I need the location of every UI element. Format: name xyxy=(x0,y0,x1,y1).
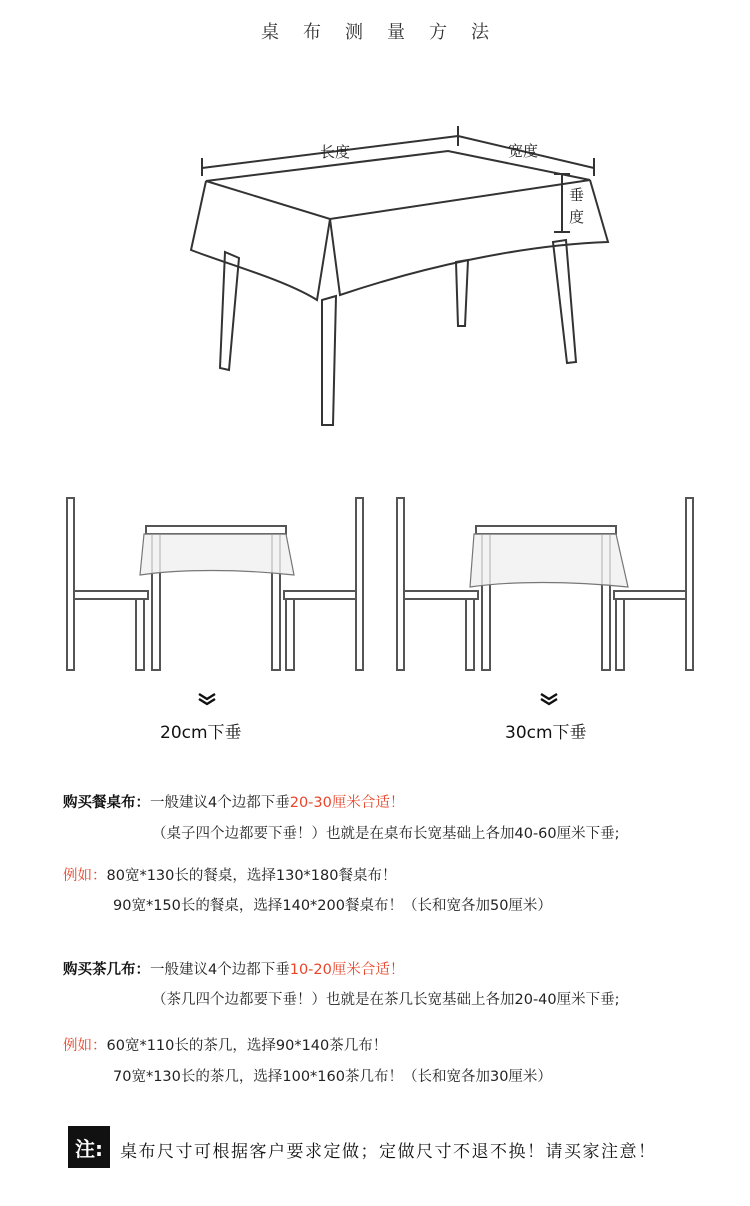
dining-line1 xyxy=(63,791,404,812)
dining-line1-normal: 一般建议4个边都下垂 xyxy=(150,795,290,811)
coffee-example1-row xyxy=(63,1034,387,1055)
dining-example1: 80宽*130长的餐桌，选择130*180餐桌布！ xyxy=(106,868,397,884)
coffee-example2: 70宽*130长的茶几，选择100*160茶几布！（长和宽各加30厘米） xyxy=(113,1069,552,1085)
drop-label-top: 垂 xyxy=(569,186,585,204)
coffee-line1-red: 10-20厘米合适！ xyxy=(289,962,405,978)
dining-line2: （桌子四个边都要下垂！）也就是在桌布长宽基础上各加40-60厘米下垂; xyxy=(152,826,620,842)
coffee-line2: （茶几四个边都要下垂！）也就是在茶几长宽基础上各加20-40厘米下垂; xyxy=(152,992,620,1008)
coffee-example-label: 例如： xyxy=(63,1038,107,1054)
chevron-down-icon xyxy=(539,692,559,706)
drop-20cm-label: 20cm下垂 xyxy=(160,723,242,743)
coffee-example1: 60宽*110长的茶几，选择90*140茶几布！ xyxy=(106,1038,388,1054)
length-label: 长度 xyxy=(320,143,351,161)
coffee-heading: 购买茶几布： xyxy=(63,962,150,978)
note-label: 注: xyxy=(68,1126,110,1168)
drop-diagram-20cm xyxy=(60,495,370,675)
coffee-line1-normal: 一般建议4个边都下垂 xyxy=(150,962,290,978)
dining-example-label: 例如： xyxy=(63,868,107,884)
drop-30cm-label: 30cm下垂 xyxy=(505,723,587,743)
note-text: 桌布尺寸可根据客户要求定做；定做尺寸不退不换！请买家注意！ xyxy=(120,1142,657,1162)
coffee-line1 xyxy=(63,958,404,979)
drop-diagram-30cm xyxy=(390,495,700,675)
dining-example2: 90宽*150长的餐桌，选择140*200餐桌布！（长和宽各加50厘米） xyxy=(113,898,552,914)
table-diagram xyxy=(0,0,750,460)
chevron-down-icon xyxy=(197,692,217,706)
dining-heading: 购买餐桌布： xyxy=(63,795,150,811)
dining-example1-row xyxy=(63,864,396,885)
width-label: 宽度 xyxy=(508,142,539,160)
dining-line1-red: 20-30厘米合适！ xyxy=(289,795,405,811)
drop-label-bottom: 度 xyxy=(569,208,585,226)
page-title: 桌布测量方法 xyxy=(261,22,513,43)
